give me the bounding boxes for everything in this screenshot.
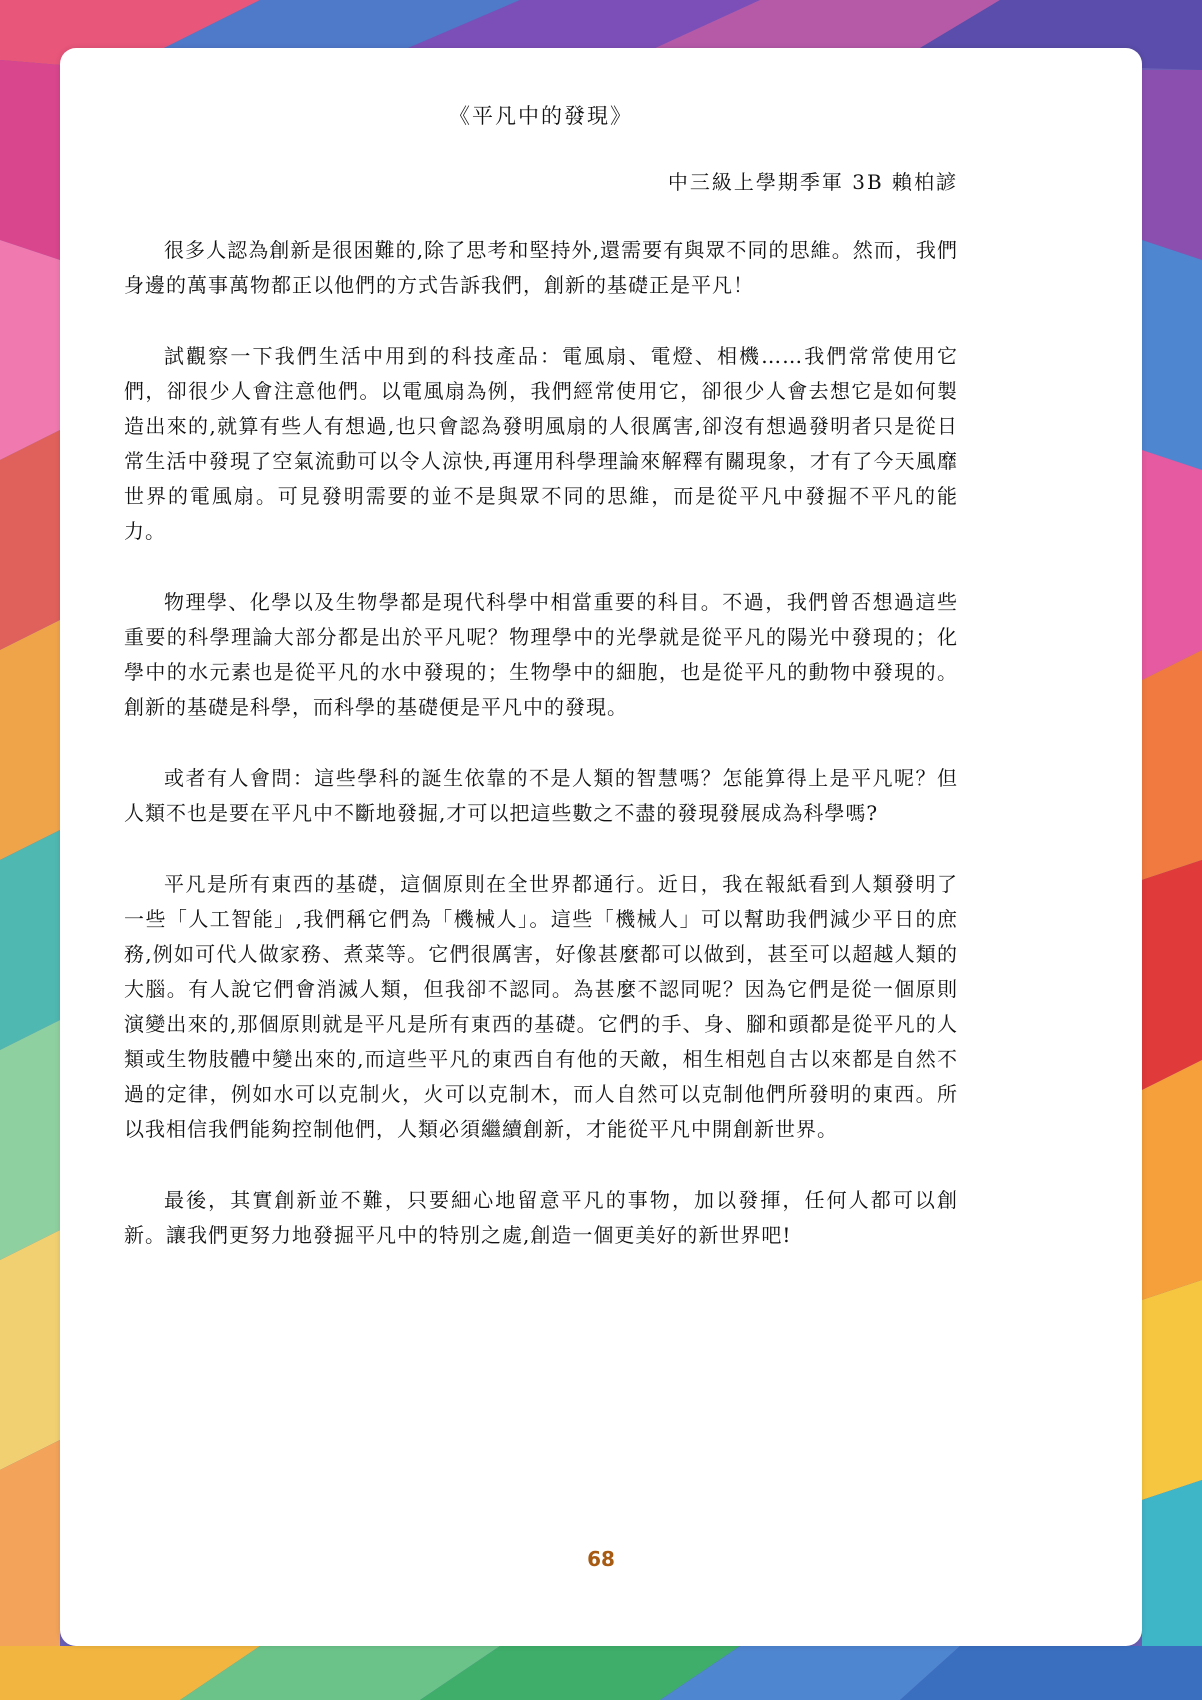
paragraph-2: 試觀察一下我們生活中用到的科技產品：電風扇、電燈、相機……我們常常使用它們，卻很少人會注意他們。以電風扇為例，我們經常使用它，卻很少人會去想它是如何製造出來的,就算有些人有想過,也只會認為發明風扇的人很厲害,卻沒有想過發明者只是從日常生活中發現了空氣流動可以令人涼快,再運用科學理論來解釋有關現象，才有了今天風靡世界的電風扇。可見發明需要的並不是與眾不同的思維，而是從平凡中發掘不平凡的能力。 bbox=[124, 344, 958, 543]
paragraph-6: 最後，其實創新並不難，只要細心地留意平凡的事物，加以發揮，任何人都可以創新。讓我們更努力地發掘平凡中的特別之處,創造一個更美好的新世界吧! bbox=[124, 1188, 958, 1247]
document-body bbox=[124, 100, 958, 1289]
paragraph-1: 很多人認為創新是很困難的,除了思考和堅持外,還需要有與眾不同的思維。然而，我們身邊的萬事萬物都正以他們的方式告訴我們，創新的基礎正是平凡！ bbox=[124, 238, 958, 297]
paragraph-4: 或者有人會問：這些學科的誕生依靠的不是人類的智慧嗎？怎能算得上是平凡呢？但人類不也是要在平凡中不斷地發掘,才可以把這些數之不盡的發現發展成為科學嗎? bbox=[124, 766, 958, 825]
page-number: 68 bbox=[587, 1547, 615, 1571]
author-line: 中三級上學期季軍 3B 賴柏諺 bbox=[667, 170, 958, 194]
paragraph-3: 物理學、化學以及生物學都是現代科學中相當重要的科目。不過，我們曾否想過這些重要的科學理論大部分都是出於平凡呢？物理學中的光學就是從平凡的陽光中發現的；化學中的水元素也是從平凡的水中發現的；生物學中的細胞，也是從平凡的動物中發現的。創新的基礎是科學，而科學的基礎便是平凡中的發現。 bbox=[124, 590, 958, 719]
paragraph-5: 平凡是所有東西的基礎，這個原則在全世界都通行。近日，我在報紙看到人類發明了一些「人工智能」,我們稱它們為「機械人」。這些「機械人」可以幫助我們減少平日的庶務,例如可代人做家務、煮菜等。它們很厲害，好像甚麼都可以做到，甚至可以超越人類的大腦。有人說它們會消滅人類，但我卻不認同。為甚麼不認同呢？因為它們是從一個原則演變出來的,那個原則就是平凡是所有東西的基礎。它們的手、身、腳和頭都是從平凡的人類或生物肢體中變出來的,而這些平凡的東西自有他的天敵，相生相剋自古以來都是自然不過的定律，例如水可以克制火，火可以克制木，而人自然可以克制他們所發明的東西。所以我相信我們能夠控制他們，人類必須繼續創新，才能從平凡中開創新世界。 bbox=[124, 872, 958, 1141]
document-title: 《平凡中的發現》 bbox=[449, 104, 633, 128]
